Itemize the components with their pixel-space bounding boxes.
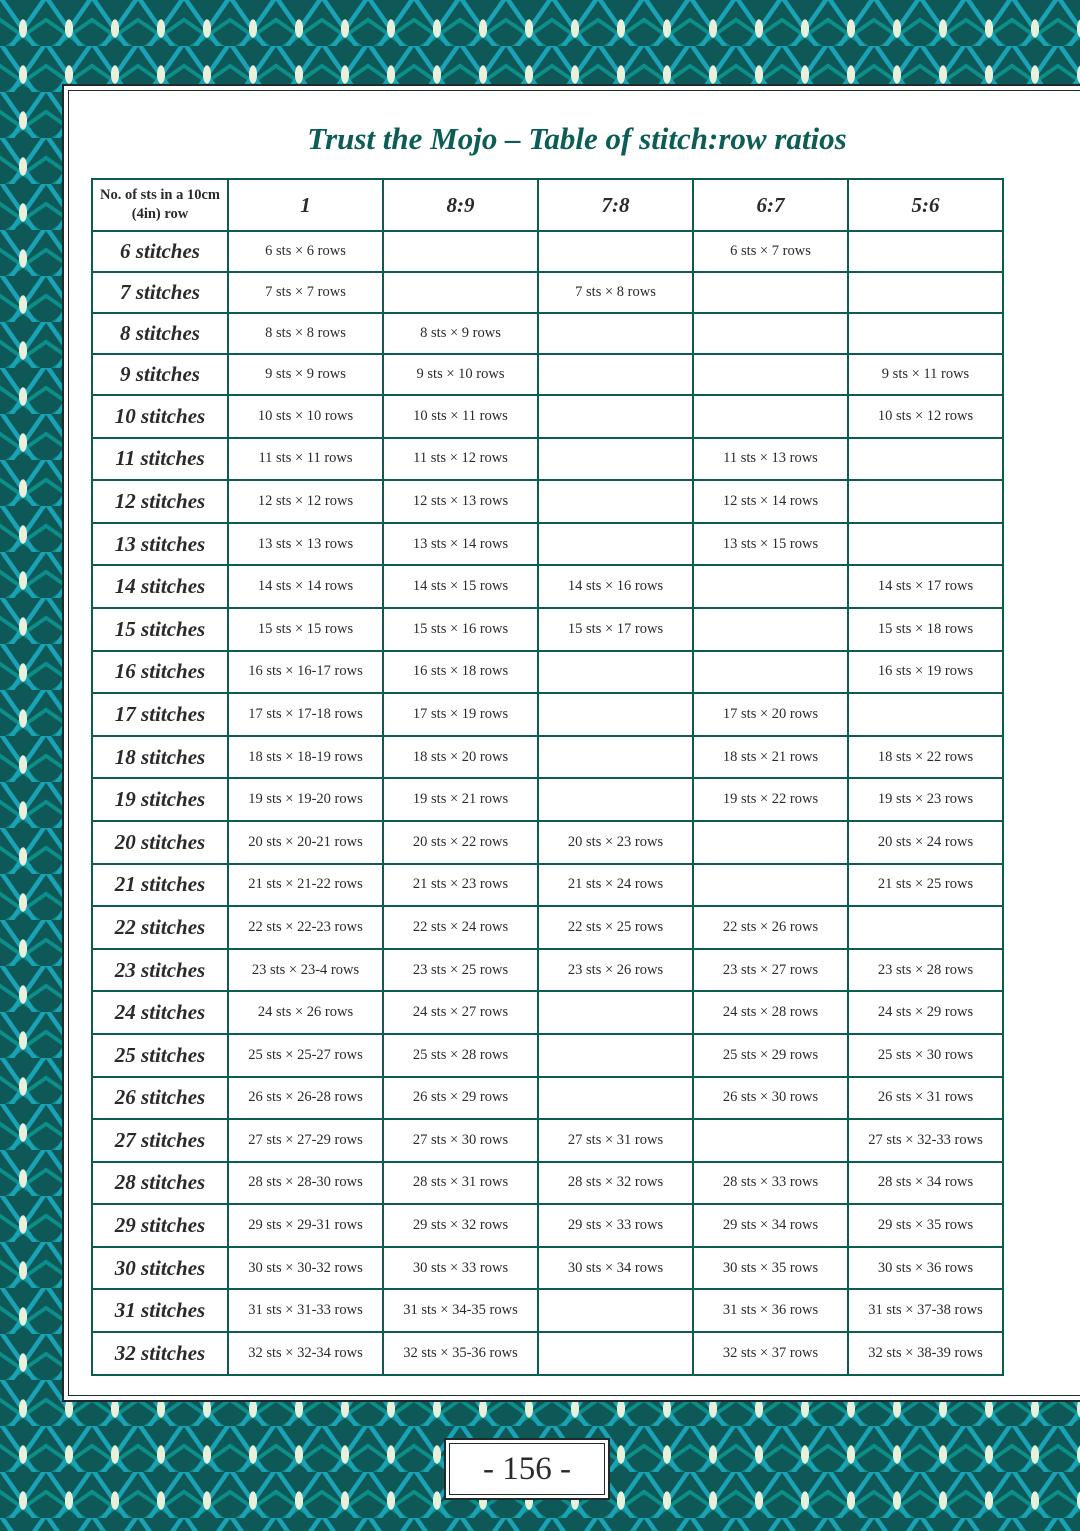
table-cell (538, 231, 693, 272)
table-row (92, 1247, 1003, 1290)
table-cell (538, 313, 693, 354)
table-cell: 24 sts × 26 rows (228, 991, 383, 1034)
table-row (92, 651, 1003, 694)
table-cell: 21 sts × 21-22 rows (228, 864, 383, 907)
table-cell: 29 sts × 34 rows (693, 1204, 848, 1247)
table-cell: 20 sts × 20-21 rows (228, 821, 383, 864)
column-header: 5:6 (848, 179, 1003, 231)
table-cell: 29 sts × 29-31 rows (228, 1204, 383, 1247)
table-row (92, 778, 1003, 821)
table-cell (538, 480, 693, 523)
row-header: 26 stitches (92, 1077, 228, 1120)
table-cell (848, 906, 1003, 949)
table-cell: 30 sts × 35 rows (693, 1247, 848, 1290)
table-header-row (92, 179, 1003, 231)
table-cell (538, 438, 693, 481)
row-header: 25 stitches (92, 1034, 228, 1077)
table-cell: 6 sts × 6 rows (228, 231, 383, 272)
table-cell: 17 sts × 19 rows (383, 693, 538, 736)
table-cell: 10 sts × 10 rows (228, 395, 383, 438)
table-cell: 8 sts × 8 rows (228, 313, 383, 354)
row-header: 14 stitches (92, 565, 228, 608)
table-cell: 22 sts × 22-23 rows (228, 906, 383, 949)
table-cell: 32 sts × 38-39 rows (848, 1332, 1003, 1375)
row-header: 12 stitches (92, 480, 228, 523)
table-cell: 32 sts × 35-36 rows (383, 1332, 538, 1375)
table-row (92, 906, 1003, 949)
table-cell: 7 sts × 8 rows (538, 272, 693, 313)
table-cell: 15 sts × 18 rows (848, 608, 1003, 651)
table-cell: 25 sts × 30 rows (848, 1034, 1003, 1077)
table-cell: 32 sts × 37 rows (693, 1332, 848, 1375)
table-cell: 29 sts × 32 rows (383, 1204, 538, 1247)
table-cell: 9 sts × 9 rows (228, 354, 383, 395)
table-cell: 18 sts × 21 rows (693, 736, 848, 779)
table-cell (693, 651, 848, 694)
table-cell (538, 395, 693, 438)
row-header: 8 stitches (92, 313, 228, 354)
table-cell (848, 231, 1003, 272)
table-row (92, 565, 1003, 608)
table-cell: 9 sts × 10 rows (383, 354, 538, 395)
table-cell: 28 sts × 28-30 rows (228, 1162, 383, 1205)
table-cell: 28 sts × 32 rows (538, 1162, 693, 1205)
table-cell: 14 sts × 17 rows (848, 565, 1003, 608)
table-cell: 13 sts × 14 rows (383, 523, 538, 566)
column-header: 7:8 (538, 179, 693, 231)
table-cell (693, 565, 848, 608)
table-cell: 22 sts × 25 rows (538, 906, 693, 949)
row-header: 17 stitches (92, 693, 228, 736)
table-cell: 19 sts × 22 rows (693, 778, 848, 821)
table-cell (538, 778, 693, 821)
table-cell (383, 272, 538, 313)
table-cell: 23 sts × 27 rows (693, 949, 848, 992)
table-cell: 14 sts × 14 rows (228, 565, 383, 608)
table-cell (693, 1119, 848, 1162)
table-cell (538, 1289, 693, 1332)
table-body (92, 231, 1003, 1375)
table-cell: 15 sts × 17 rows (538, 608, 693, 651)
table-cell: 24 sts × 27 rows (383, 991, 538, 1034)
table-cell: 12 sts × 14 rows (693, 480, 848, 523)
table-cell: 20 sts × 22 rows (383, 821, 538, 864)
table-cell (848, 523, 1003, 566)
table-row (92, 1332, 1003, 1375)
table-cell: 10 sts × 12 rows (848, 395, 1003, 438)
table-cell: 10 sts × 11 rows (383, 395, 538, 438)
ratio-table (91, 178, 1004, 1376)
table-cell: 25 sts × 28 rows (383, 1034, 538, 1077)
table-cell: 15 sts × 16 rows (383, 608, 538, 651)
table-row (92, 949, 1003, 992)
panel-frame (68, 90, 1080, 1396)
table-cell: 9 sts × 11 rows (848, 354, 1003, 395)
table-cell: 26 sts × 30 rows (693, 1077, 848, 1120)
table-cell: 20 sts × 24 rows (848, 821, 1003, 864)
table-cell: 31 sts × 36 rows (693, 1289, 848, 1332)
table-row (92, 354, 1003, 395)
table-cell: 23 sts × 26 rows (538, 949, 693, 992)
table-cell: 23 sts × 25 rows (383, 949, 538, 992)
table-cell: 6 sts × 7 rows (693, 231, 848, 272)
table-cell: 30 sts × 36 rows (848, 1247, 1003, 1290)
table-cell: 17 sts × 17-18 rows (228, 693, 383, 736)
table-cell: 11 sts × 12 rows (383, 438, 538, 481)
table-cell (538, 651, 693, 694)
table-cell: 24 sts × 28 rows (693, 991, 848, 1034)
table-row (92, 1162, 1003, 1205)
table-row (92, 1204, 1003, 1247)
table-cell: 26 sts × 26-28 rows (228, 1077, 383, 1120)
row-header: 19 stitches (92, 778, 228, 821)
row-header: 28 stitches (92, 1162, 228, 1205)
table-cell (693, 313, 848, 354)
table-cell: 19 sts × 23 rows (848, 778, 1003, 821)
table-cell (848, 313, 1003, 354)
table-cell: 21 sts × 24 rows (538, 864, 693, 907)
table-cell: 32 sts × 32-34 rows (228, 1332, 383, 1375)
table-cell (693, 608, 848, 651)
table-row (92, 736, 1003, 779)
table-row (92, 864, 1003, 907)
table-cell (538, 1034, 693, 1077)
table-cell: 28 sts × 34 rows (848, 1162, 1003, 1205)
table-row (92, 523, 1003, 566)
table-row (92, 272, 1003, 313)
table-row (92, 1077, 1003, 1120)
table-cell (693, 864, 848, 907)
table-cell: 19 sts × 19-20 rows (228, 778, 383, 821)
row-header: 13 stitches (92, 523, 228, 566)
table-cell (848, 272, 1003, 313)
table-cell (848, 693, 1003, 736)
table-row (92, 313, 1003, 354)
table-cell (538, 693, 693, 736)
table-cell (538, 991, 693, 1034)
table-cell: 12 sts × 13 rows (383, 480, 538, 523)
row-header: 20 stitches (92, 821, 228, 864)
row-header: 27 stitches (92, 1119, 228, 1162)
page-number-box (444, 1438, 610, 1500)
row-header: 10 stitches (92, 395, 228, 438)
table-cell: 14 sts × 15 rows (383, 565, 538, 608)
table-cell: 15 sts × 15 rows (228, 608, 383, 651)
table-cell: 14 sts × 16 rows (538, 565, 693, 608)
table-cell: 26 sts × 31 rows (848, 1077, 1003, 1120)
row-header: 15 stitches (92, 608, 228, 651)
table-cell (538, 354, 693, 395)
table-row (92, 693, 1003, 736)
table-cell: 27 sts × 27-29 rows (228, 1119, 383, 1162)
table-cell: 21 sts × 25 rows (848, 864, 1003, 907)
row-header: 7 stitches (92, 272, 228, 313)
table-row (92, 395, 1003, 438)
table-cell: 20 sts × 23 rows (538, 821, 693, 864)
column-header: 8:9 (383, 179, 538, 231)
table-cell: 24 sts × 29 rows (848, 991, 1003, 1034)
column-header: 1 (228, 179, 383, 231)
table-cell: 29 sts × 33 rows (538, 1204, 693, 1247)
table-cell: 30 sts × 30-32 rows (228, 1247, 383, 1290)
table-cell: 18 sts × 20 rows (383, 736, 538, 779)
row-header: 21 stitches (92, 864, 228, 907)
table-cell: 21 sts × 23 rows (383, 864, 538, 907)
table-cell: 28 sts × 31 rows (383, 1162, 538, 1205)
table-row (92, 1289, 1003, 1332)
table-cell: 25 sts × 25-27 rows (228, 1034, 383, 1077)
row-header: 23 stitches (92, 949, 228, 992)
table-row (92, 438, 1003, 481)
table-cell (693, 395, 848, 438)
table-row (92, 480, 1003, 523)
row-header: 31 stitches (92, 1289, 228, 1332)
page-number: - 156 - (449, 1443, 605, 1495)
table-cell: 16 sts × 18 rows (383, 651, 538, 694)
table-cell (538, 1077, 693, 1120)
table-cell: 23 sts × 23-4 rows (228, 949, 383, 992)
table-cell: 27 sts × 30 rows (383, 1119, 538, 1162)
table-cell (538, 523, 693, 566)
table-row (92, 821, 1003, 864)
table-cell: 16 sts × 16-17 rows (228, 651, 383, 694)
table-cell: 17 sts × 20 rows (693, 693, 848, 736)
table-cell (383, 231, 538, 272)
table-row (92, 608, 1003, 651)
table-cell: 13 sts × 13 rows (228, 523, 383, 566)
page-title: Trust the Mojo – Table of stitch:row ratios (307, 121, 847, 156)
table-cell: 12 sts × 12 rows (228, 480, 383, 523)
table-cell: 29 sts × 35 rows (848, 1204, 1003, 1247)
column-header: 6:7 (693, 179, 848, 231)
row-header: 16 stitches (92, 651, 228, 694)
row-header: 22 stitches (92, 906, 228, 949)
table-cell: 22 sts × 26 rows (693, 906, 848, 949)
table-cell (538, 736, 693, 779)
table-cell: 19 sts × 21 rows (383, 778, 538, 821)
row-header: 30 stitches (92, 1247, 228, 1290)
table-row (92, 231, 1003, 272)
table-cell: 7 sts × 7 rows (228, 272, 383, 313)
row-header: 18 stitches (92, 736, 228, 779)
table-cell: 18 sts × 18-19 rows (228, 736, 383, 779)
table-cell: 26 sts × 29 rows (383, 1077, 538, 1120)
table-cell (538, 1332, 693, 1375)
row-header: 9 stitches (92, 354, 228, 395)
table-cell: 31 sts × 37-38 rows (848, 1289, 1003, 1332)
content-panel (62, 84, 1080, 1402)
row-header: 24 stitches (92, 991, 228, 1034)
table-row (92, 1119, 1003, 1162)
table-cell (848, 480, 1003, 523)
table-cell (693, 354, 848, 395)
table-cell: 16 sts × 19 rows (848, 651, 1003, 694)
row-header: 29 stitches (92, 1204, 228, 1247)
table-row (92, 991, 1003, 1034)
table-row (92, 1034, 1003, 1077)
table-cell: 27 sts × 31 rows (538, 1119, 693, 1162)
row-header: 6 stitches (92, 231, 228, 272)
table-cell (693, 272, 848, 313)
table-cell (693, 821, 848, 864)
table-cell: 31 sts × 31-33 rows (228, 1289, 383, 1332)
row-header: 11 stitches (92, 438, 228, 481)
table-cell: 30 sts × 34 rows (538, 1247, 693, 1290)
table-cell: 23 sts × 28 rows (848, 949, 1003, 992)
table-cell: 13 sts × 15 rows (693, 523, 848, 566)
table-cell: 11 sts × 11 rows (228, 438, 383, 481)
table-cell: 8 sts × 9 rows (383, 313, 538, 354)
table-cell: 22 sts × 24 rows (383, 906, 538, 949)
row-header: 32 stitches (92, 1332, 228, 1375)
corner-header: No. of sts in a 10cm (4in) row (92, 179, 228, 231)
table-cell: 25 sts × 29 rows (693, 1034, 848, 1077)
table-cell (848, 438, 1003, 481)
table-cell: 30 sts × 33 rows (383, 1247, 538, 1290)
table-cell: 28 sts × 33 rows (693, 1162, 848, 1205)
table-cell: 11 sts × 13 rows (693, 438, 848, 481)
table-cell: 31 sts × 34-35 rows (383, 1289, 538, 1332)
table-cell: 27 sts × 32-33 rows (848, 1119, 1003, 1162)
table-cell: 18 sts × 22 rows (848, 736, 1003, 779)
